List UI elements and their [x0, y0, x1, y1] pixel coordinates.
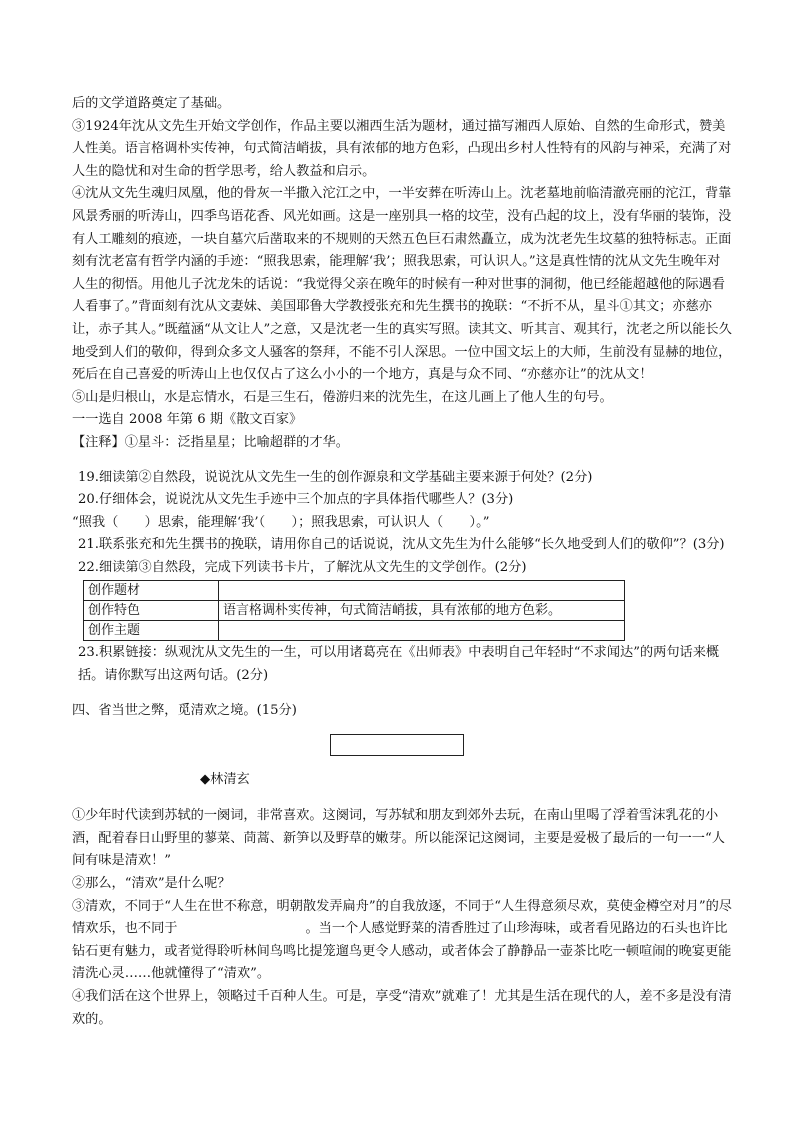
paragraph-continuation: 后的文学道路奠定了基础。 [72, 96, 231, 111]
section-4-paragraph-2: ②那么，“清欢”是什么呢？ [72, 876, 231, 891]
paragraph-3-part-a: ③清欢，不同于“人生在世不称意，明朝散发弄扁舟”的自我放逐，不同于“人生得意须尽欢，莫使金樽空对月”的尽情欢乐，也不同于 [72, 898, 732, 937]
annotation-note: 【注释】①星斗：泛指星星；比喻超群的才华。 [72, 434, 349, 450]
source-citation: 一一选自 2008 年第 6 期《散文百家》 [72, 412, 303, 428]
paragraph-4: ④沈从文先生魂归凤凰，他的骨灰一半撒入沱江之中，一半安葬在听涛山上。沈老墓地前临清澈亮丽的沱江，背靠风景秀丽的听涛山，四季鸟语花香、风光如画。这是一座别具一格的坟茔，没有凸起的坟上，没有华丽的装饰，没有人工雕刻的痕迹，一块自墓穴后凿取来的不规则的天然五色巨石肃然矗立，成为沈老先生坟墓的独特标志。正面刻有沈老富有哲学内涵的手迹：“照我思索，能理解‘我’；照我思索，可认识人。”这是真性情的沈从文先生晚年对人生的彻悟。用他儿子沈龙朱的话说：“我觉得父亲在晚年的时候有一种对世事的洞彻，他已经能超越他的际遇看人看事了。”背面刻有沈从文妻妹、美国耶鲁大学教授张充和先生撰书的挽联：“不折不从，星斗①其文；亦慈亦让，赤子其人。”既蕴涵“从文让人”之意，又是沈老一生的真实写照。读其文、听其言、观其行，沈老之所以能长久地受到人们的敬仰，得到众多文人骚客的祭拜，不能不引人深思。一位中国文坛上的大师，生前没有显赫的地位，死后在自己喜爱的听涛山上也仅仅占了这么小小的一个地方，真是与众不同、“亦慈亦让”的沈从文！ [72, 186, 732, 383]
paragraph-3-part-b: 。当一个人感觉野菜的清香胜过了山珍海味，或者看见路边的石头也许比钻石更有魅力，或者觉得聆听林间鸟鸣比提笼遛鸟更令人感动，或者体会了静静品一壶茶比吃一顿喧闹的晚宴更能清洗心灵……他就懂得了“清欢”。 [72, 921, 732, 982]
paragraph-5: ⑤山是归根山，水是忘情水，石是三生石，倦游归来的沈先生，在这儿画上了他人生的句号。 [72, 389, 613, 405]
card-label: 创作主题 [84, 621, 219, 641]
reading-card-table [83, 580, 625, 641]
card-value[interactable] [219, 621, 625, 641]
table-row [84, 621, 625, 641]
paragraph-3: ③1924年沈从文先生开始文学创作，作品主要以湘西生活为题材，通过描写湘西人原始、自然的生命形式，赞美人性美。语言格调朴实传神，句式简洁峭拔，具有浓郁的地方色彩，凸现出乡村人性特有的风韵与神采，充满了对人生的隐忧和对生命的哲学思考，给人教益和启示。 [72, 118, 732, 179]
section-4-heading: 四、省当世之弊，觅清欢之境。(15分) [72, 702, 297, 718]
document-page [72, 93, 732, 1031]
article-author: ◆林清玄 [200, 772, 250, 788]
section-4-paragraph-4: ④我们活在这个世界上，领略过千百种人生。可是，享受“清欢”就难了！尤其是生活在现代的人，差不多是没有清欢的。 [72, 988, 732, 1027]
question-19: 19.细读第②自然段，说说沈从文先生一生的创作源泉和文学基础主要来源于何处？(2分) [78, 469, 593, 485]
card-value[interactable] [219, 581, 625, 601]
question-21: 21.联系张充和先生撰书的挽联，请用你自己的话说说，沈从文先生为什么能够“长久地受到人们的敬仰”？(3分) [78, 537, 725, 553]
card-value: 语言格调朴实传神，句式简洁峭拔，具有浓郁的地方色彩。 [219, 601, 625, 621]
section-4-paragraph-1: ①少年时代读到苏轼的一阕词，非常喜欢。这阕词，写苏轼和朋友到郊外去玩，在南山里喝了浮着雪沫乳花的小酒，配着春日山野里的蓼菜、茼蒿、新笋以及野草的嫩芽。所以能深记这阕词，主要是爱极了最后的一句一一“人间有味是清欢！” [72, 808, 725, 869]
question-22: 22.细读第③自然段，完成下列读书卡片，了解沈从文先生的文学创作。(2分) [78, 559, 527, 575]
table-row [84, 601, 625, 621]
question-20-fill-blanks: “照我（ ）思索，能理解‘我’（ ）；照我思索，可认识人（ ）。” [72, 514, 490, 530]
table-row [84, 581, 625, 601]
question-20: 20.仔细体会，说说沈从文先生手迹中三个加点的字具体指代哪些人？(3分) [78, 492, 514, 508]
question-23: 23.积累链接：纵观沈从文先生的一生，可以用诸葛亮在《出师表》中表明自己年轻时“不求闻达”的两句话来概括。请你默写出这两句话。(2分) [78, 645, 720, 684]
card-label: 创作题材 [84, 581, 219, 601]
card-label: 创作特色 [84, 601, 219, 621]
section-4-paragraph-3 [72, 896, 732, 986]
title-blank-box[interactable] [330, 734, 464, 756]
